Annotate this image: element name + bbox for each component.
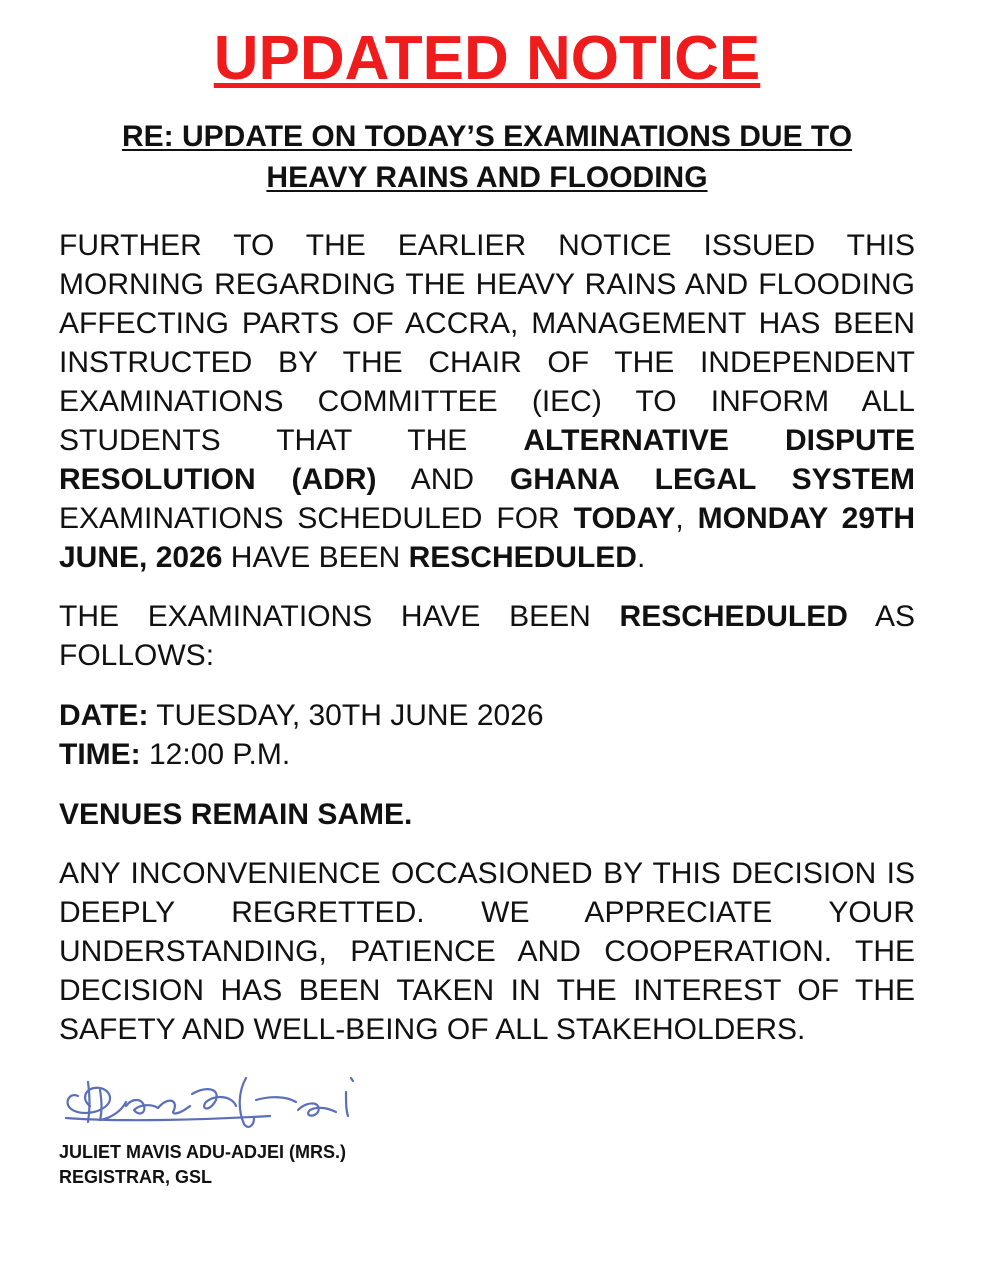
subject-line-2: HEAVY RAINS AND FLOODING [266, 161, 708, 194]
original-exam-date: MONDAY 29TH JUNE, 2026 [59, 502, 916, 574]
schedule-time-row [59, 735, 915, 774]
paragraph-announcement [59, 226, 915, 577]
exam-ghana-legal-system: GHANA LEGAL SYSTEM [509, 463, 915, 496]
text-have-been: HAVE BEEN [222, 541, 409, 574]
text-and: AND [376, 463, 510, 496]
rescheduled-pre: THE EXAMINATIONS HAVE BEEN [59, 600, 620, 633]
rescheduled-emphasis: RESCHEDULED [619, 600, 848, 633]
rescheduled-post: AS FOLLOWS: [59, 600, 915, 672]
text-today: TODAY [573, 502, 676, 535]
new-schedule [59, 696, 915, 774]
notice-title: UPDATED NOTICE [213, 24, 761, 93]
time-value: 12:00 P.M. [140, 738, 291, 771]
signatory-name: JULIET MAVIS ADU-ADJEI (MRS.) [59, 1142, 347, 1162]
signatory-position: REGISTRAR, GSL [59, 1167, 213, 1187]
date-value: TUESDAY, 30TH JUNE 2026 [148, 699, 544, 732]
paragraph-apology: ANY INCONVENIENCE OCCASIONED BY THIS DECISION IS DEEPLY REGRETTED. WE APPRECIATE YOUR UNDERSTANDING, PATIENCE AND COOPERATION. THE DECISION HAS BEEN TAKEN IN THE INTEREST OF THE SAFETY AND WELL-BEING OF ALL STAKEHOLDERS. [59, 857, 915, 1046]
date-label: DATE: [59, 699, 149, 732]
handwritten-signature-icon [60, 1066, 370, 1136]
time-label: TIME: [59, 738, 141, 771]
exam-adr: ALTERNATIVE DISPUTE RESOLUTION (ADR) [59, 424, 915, 496]
notice-subject [59, 116, 915, 198]
text-period: . [636, 541, 646, 574]
paragraph-rescheduled-as-follows [59, 597, 915, 675]
schedule-date-row [59, 696, 915, 735]
announcement-intro: FURTHER TO THE EARLIER NOTICE ISSUED THIS MORNING REGARDING THE HEAVY RAINS AND FLOODING AFFECTING PARTS OF ACCRA, MANAGEMENT HAS BEEN INSTRUCTED BY THE CHAIR OF THE INDEPENDENT EXAMINATIONS COMMITTEE (IEC) TO INFORM ALL STUDENTS THAT THE [59, 229, 915, 457]
text-scheduled-for: EXAMINATIONS SCHEDULED FOR [59, 502, 574, 535]
signature-image [60, 1066, 370, 1136]
text-rescheduled: RESCHEDULED [408, 541, 637, 574]
text-comma: , [675, 502, 698, 535]
signatory-block [59, 1140, 346, 1190]
subject-line-1: RE: UPDATE ON TODAY’S EXAMINATIONS DUE TO [121, 120, 853, 153]
venues-statement: VENUES REMAIN SAME. [59, 798, 413, 831]
